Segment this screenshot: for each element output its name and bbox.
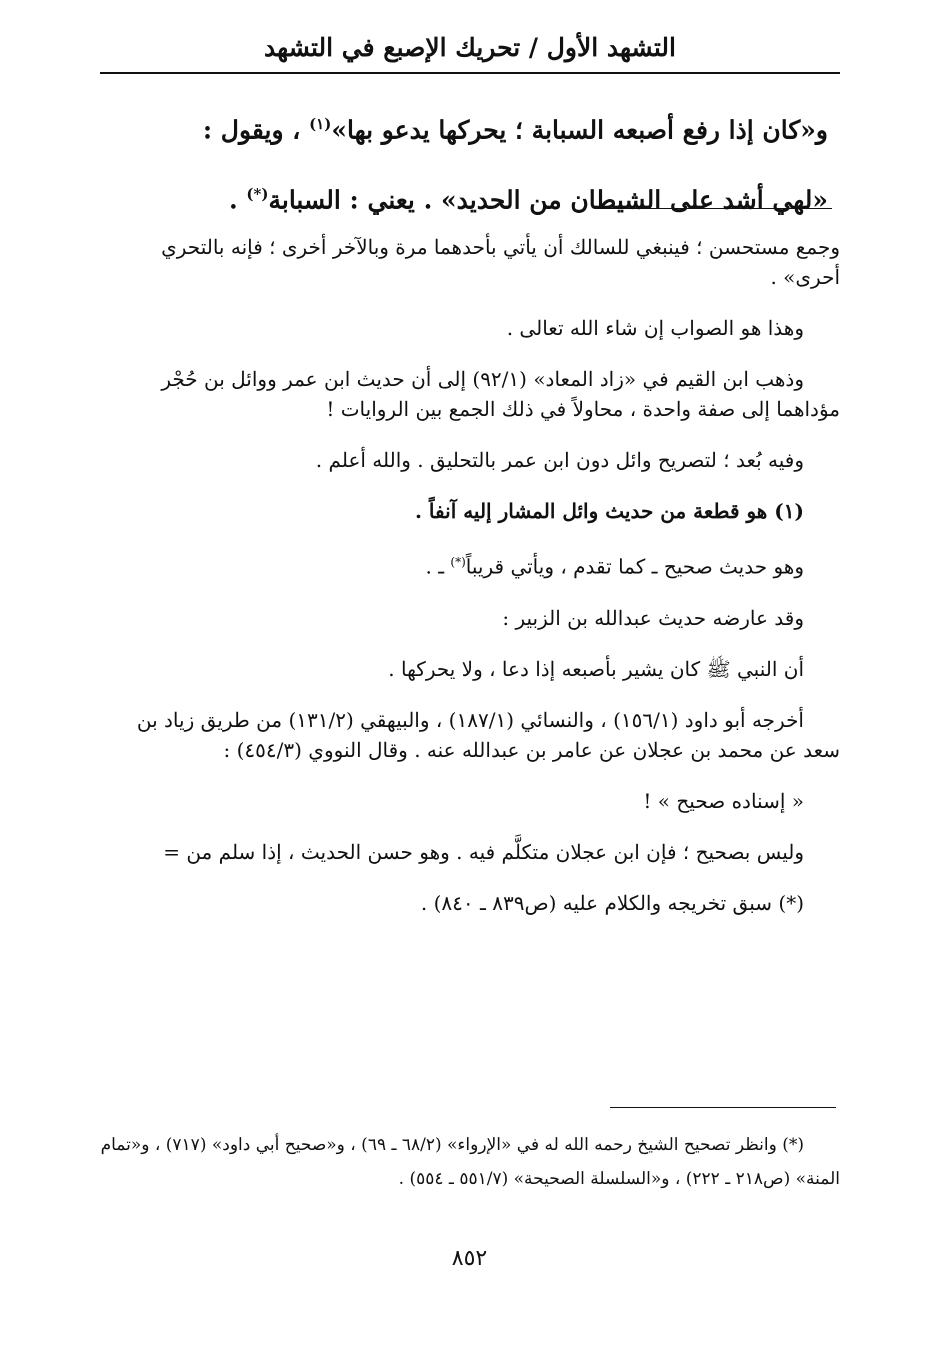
- commentary-paragraph: وفيه بُعد ؛ لتصريح وائل دون ابن عمر بالتحليق . والله أعلم .: [315, 448, 804, 472]
- main-text-line-1-body: و«كان إذا رفع أصبعه السبابة ؛ يحركها يدعو بها»: [331, 115, 828, 145]
- footnote-ref-1: (١): [309, 115, 332, 133]
- commentary-text: ـ .: [425, 554, 445, 579]
- commentary-paragraph: [100, 547, 840, 582]
- footnote-ref-star: (*): [246, 185, 269, 204]
- header-rule: [100, 72, 840, 74]
- commentary-paragraph: أن النبي ﷺ كان يشير بأصبعه إذا دعا ، ولا يحركها .: [388, 656, 804, 681]
- main-text-rule: [600, 208, 832, 209]
- running-header: التشهد الأول / تحريك الإصبع في التشهد: [264, 33, 676, 62]
- main-text-line-2-body: «لهي أشد على الشيطان من الحديد» . يعني : السبابة: [268, 185, 828, 215]
- footnote-ref-star: (*): [450, 555, 466, 569]
- main-text-line-2: [110, 162, 828, 232]
- main-text-line-1-tail: ، ويقول :: [202, 115, 301, 145]
- commentary: [100, 232, 840, 939]
- commentary-note-heading: (١) هو قطعة من حديث وائل المشار إليه آنفاً .: [414, 499, 804, 523]
- commentary-paragraph: وذهب ابن القيم في «زاد المعاد» (٩٢/١) إلى أن حديث ابن عمر ووائل بن حُجْر مؤداهما إلى صفة واحدة ، محاولاً في ذلك الجمع بين الروايات !: [161, 367, 840, 421]
- commentary-paragraph: وقد عارضه حديث عبدالله بن الزبير :: [502, 605, 804, 630]
- main-text-line-2-tail: .: [228, 185, 238, 215]
- commentary-paragraph: وهذا هو الصواب إن شاء الله تعالى .: [506, 316, 804, 340]
- main-text-line-1: [110, 92, 828, 162]
- footnote-rule: [610, 1107, 836, 1108]
- commentary-text: وهو حديث صحيح ـ كما تقدم ، ويأتي قريباً: [465, 554, 804, 579]
- footnote-text: (*) وانظر تصحيح الشيخ رحمه الله له في «الإرواء» (٦٨/٢ ـ ٦٩) ، و«صحيح أبي داود» (٧١٧) ، و«تمام المنة» (ص٢١٨ ـ ٢٢٢) ، و«السلسلة الصحيحة» (٥٥١/٧ ـ ٥٥٤) .: [100, 1135, 840, 1189]
- commentary-paragraph: وليس بصحيح ؛ فإن ابن عجلان متكلَّم فيه . وهو حسن الحديث ، إذا سلم من =: [163, 839, 804, 864]
- footnote: [100, 1128, 840, 1196]
- commentary-paragraph: وجمع مستحسن ؛ فينبغي للسالك أن يأتي بأحدهما مرة وبالآخر أخرى ؛ فإنه بالتحري أحرى» .: [161, 235, 840, 289]
- main-text: [110, 92, 828, 233]
- commentary-quote: « إسناده صحيح » !: [643, 788, 804, 813]
- commentary-star-note: (*) سبق تخريجه والكلام عليه (ص٨٣٩ ـ ٨٤٠) .: [420, 890, 804, 915]
- commentary-paragraph: أخرجه أبو داود (١٥٦/١) ، والنسائي (١٨٧/١) ، والبيهقي (١٣١/٢) من طريق زياد بن سعد عن محمد بن عجلان عن عامر بن عبدالله عنه . وقال النووي (٤٥٤/٣) :: [136, 707, 840, 762]
- page-number: ٨٥٢: [451, 1246, 488, 1271]
